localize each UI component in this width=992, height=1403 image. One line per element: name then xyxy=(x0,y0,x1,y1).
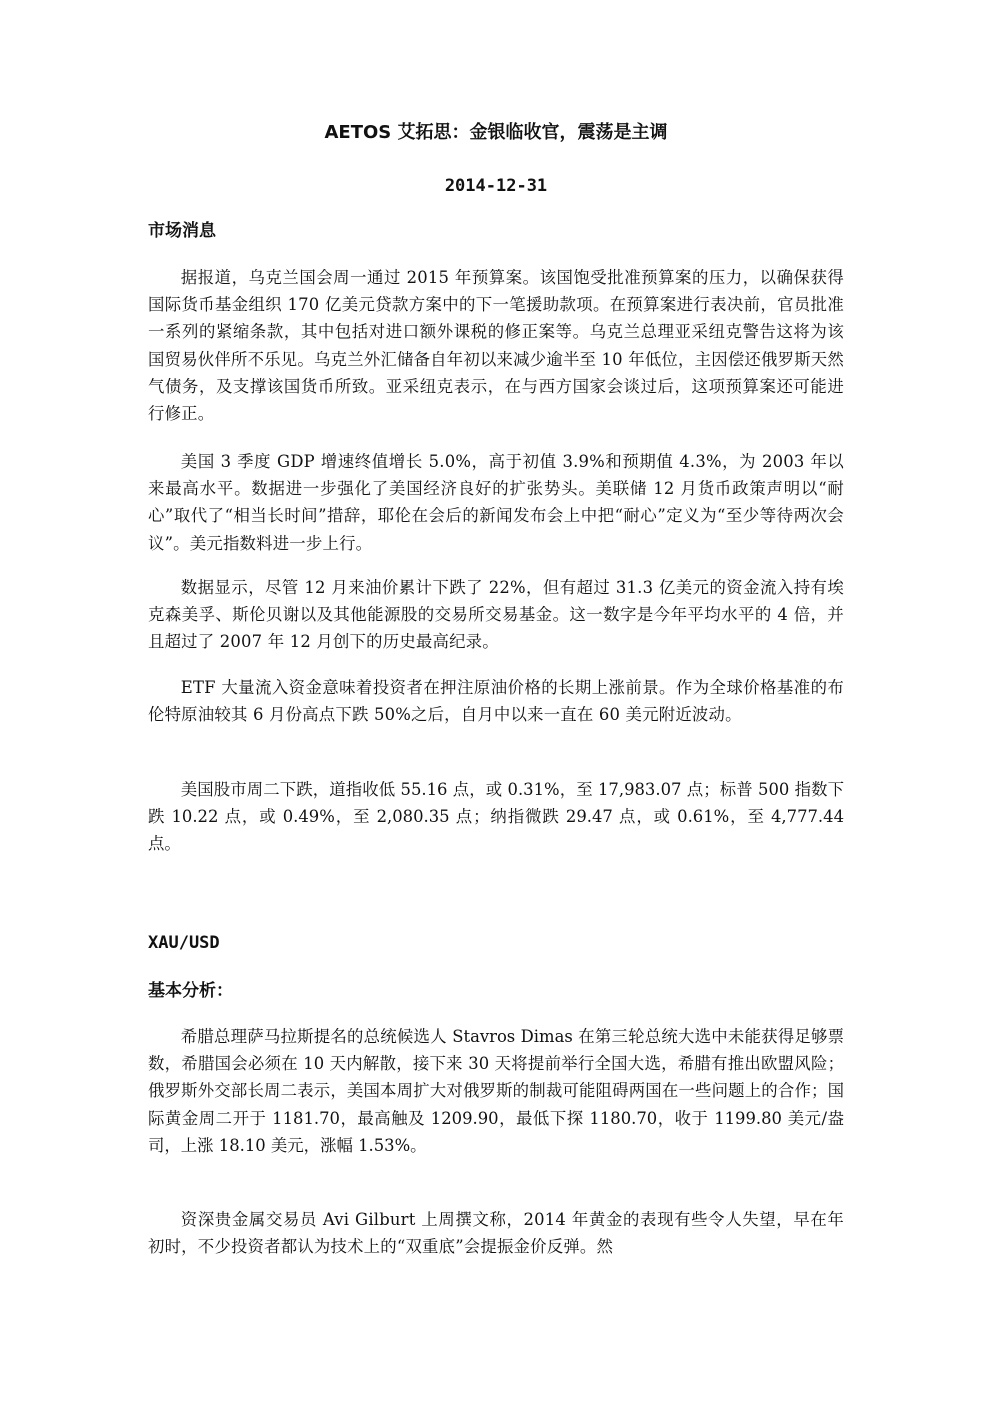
paragraph-ukraine-budget: 据报道，乌克兰国会周一通过 2015 年预算案。该国饱受批准预算案的压力，以确保获得国际货币基金组织 170 亿美元贷款方案中的下一笔援助款项。在预算案进行表决前，官员批准一系列的紧缩条款，其中包括对进口额外课税的修正案等。乌克兰总理亚采纽克警告这将为该国贸易伙伴所不乐见。乌克兰外汇储备自年初以来减少逾半至 10 年低位，主因偿还俄罗斯天然气债务，及支撑该国货币所致。亚采纽克表示，在与西方国家会谈过后，这项预算案还可能进行修正。 xyxy=(148,268,844,424)
paragraph-us-stocks: 美国股市周二下跌，道指收低 55.16 点，或 0.31%，至 17,983.07 点；标普 500 指数下跌 10.22 点，或 0.49%，至 2,080.35 点；纳指微跌 29.47 点，或 0.61%，至 4,777.44 点。 xyxy=(148,780,844,854)
document-title: AETOS 艾拓思：金银临收官，震荡是主调 xyxy=(324,122,668,143)
section-heading-fundamental-analysis: 基本分析： xyxy=(148,981,233,1001)
section-heading-xauusd: XAU/USD xyxy=(148,933,220,953)
paragraph-brent-oil: ETF 大量流入资金意味着投资者在押注原油价格的长期上涨前景。作为全球价格基准的布伦特原油较其 6 月份高点下跌 50%之后，自月中以来一直在 60 美元附近波动。 xyxy=(148,678,844,725)
document-date: 2014-12-31 xyxy=(444,176,548,196)
paragraph-greece-and-gold: 希腊总理萨马拉斯提名的总统候选人 Stavros Dimas 在第三轮总统大选中未能获得足够票数，希腊国会必须在 10 天内解散，接下来 30 天将提前举行全国大选，希腊有推出欧盟风险；俄罗斯外交部长周二表示，美国本周扩大对俄罗斯的制裁可能阻碍两国在一些问题上的合作；国际黄金周二开于 1181.70，最高触及 1209.90，最低下探 1180.70，收于 1199.80 美元/盎司，上涨 18.10 美元，涨幅 1.53%。 xyxy=(148,1027,844,1155)
paragraph-energy-etf-flows: 数据显示，尽管 12 月来油价累计下跌了 22%，但有超过 31.3 亿美元的资金流入持有埃克森美孚、斯伦贝谢以及其他能源股的交易所交易基金。这一数字是今年平均水平的 4 倍，并且超过了 2007 年 12 月创下的历史最高纪录。 xyxy=(148,578,844,652)
paragraph-us-gdp: 美国 3 季度 GDP 增速终值增长 5.0%，高于初值 3.9%和预期值 4.3%，为 2003 年以来最高水平。数据进一步强化了美国经济良好的扩张势头。美联储 12 月货币政策声明以“耐心”取代了“相当长时间”措辞，耶伦在会后的新闻发布会上中把“耐心”定义为“至少等待两次会议”。美元指数料进一步上行。 xyxy=(148,452,844,553)
paragraph-gilburt-comment: 资深贵金属交易员 Avi Gilburt 上周撰文称，2014 年黄金的表现有些令人失望，早在年初时，不少投资者都认为技术上的“双重底”会提振金价反弹。然 xyxy=(148,1210,844,1257)
section-heading-market-news: 市场消息 xyxy=(148,221,216,241)
